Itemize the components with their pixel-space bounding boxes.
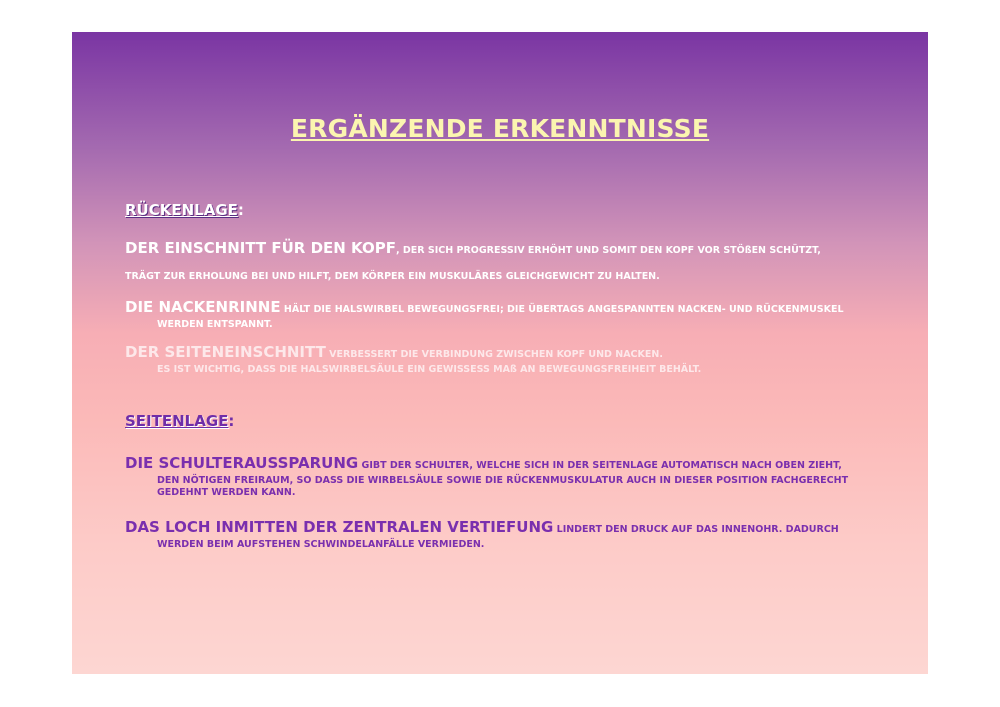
nackenrinne-term: DIE NACKENRINNE [125, 298, 281, 316]
seiteneinschnitt-term: DER SEITENEINSCHNITT [125, 343, 326, 361]
slide-title: ERGÄNZENDE ERKENNTNISSE [290, 114, 710, 143]
seiteneinschnitt-text: VERBESSERT DIE VERBINDUNG ZWISCHEN KOPF UND NACKEN. [325, 349, 663, 360]
paragraph-nackenrinne [125, 298, 885, 331]
nackenrinne-text: HÄLT DIE HALSWIRBEL BEWEGUNGSFREI; DIE ÜBERTAGS ANGESPANNTEN NACKEN- UND RÜCKENMUSKEL [280, 304, 844, 315]
schulteraussparung-continuation-1: DEN NÖTIGEN FREIRAUM, SO DASS DIE WIRBELSÄULE SOWIE DIE RÜCKENMUSKULATUR AUCH IN DIESER POSITION FACHGERECHT [157, 475, 849, 486]
loch-vertiefung-term: DAS LOCH INMITTEN DER ZENTRALEN VERTIEFUNG [125, 518, 554, 536]
slide [72, 32, 928, 674]
heading-seitenlage-colon: : [228, 412, 235, 430]
heading-rueckenlage-text: RÜCKENLAGE [125, 201, 238, 219]
paragraph-erholung: TRÄGT ZUR ERHOLUNG BEI UND HILFT, DEM KÖRPER EIN MUSKULÄRES GLEICHGEWICHT ZU HALTEN. [125, 271, 660, 282]
paragraph-seiteneinschnitt [125, 343, 885, 376]
nackenrinne-continuation: WERDEN ENTSPANNT. [157, 319, 273, 330]
paragraph-schulteraussparung [125, 454, 885, 499]
heading-seitenlage-text: SEITENLAGE [125, 412, 229, 430]
schulteraussparung-term: DIE SCHULTERAUSSPARUNG [125, 454, 359, 472]
loch-vertiefung-continuation: WERDEN BEIM AUFSTEHEN SCHWINDELANFÄLLE VERMIEDEN. [157, 539, 485, 550]
kopf-einschnitt-text: , DER SICH PROGRESSIV ERHÖHT UND SOMIT DEN KOPF VOR STÖßEN SCHÜTZT, [396, 245, 821, 256]
paragraph-kopf-einschnitt [125, 239, 885, 260]
schulteraussparung-text: GIBT DER SCHULTER, WELCHE SICH IN DER SEITENLAGE AUTOMATISCH NACH OBEN ZIEHT, [358, 460, 842, 471]
kopf-einschnitt-term: DER EINSCHNITT FÜR DEN KOPF [125, 239, 396, 257]
heading-seitenlage [125, 412, 234, 430]
schulteraussparung-continuation-2: GEDEHNT WERDEN KANN. [157, 487, 296, 498]
seiteneinschnitt-continuation: ES IST WICHTIG, DASS DIE HALSWIRBELSÄULE EIN GEWISSESS MAß AN BEWEGUNGSFREIHEIT BEHÄLT. [157, 364, 702, 375]
heading-rueckenlage [125, 201, 244, 219]
heading-rueckenlage-colon: : [237, 201, 244, 219]
paragraph-loch-vertiefung [125, 518, 885, 551]
loch-vertiefung-text: LINDERT DEN DRUCK AUF DAS INNENOHR. DADURCH [553, 524, 839, 535]
